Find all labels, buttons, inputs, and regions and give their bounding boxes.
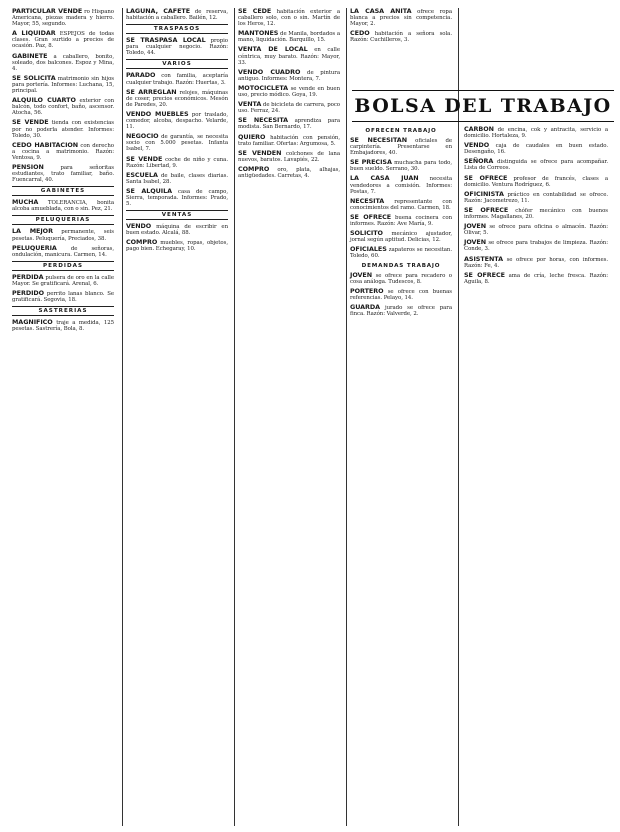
classified-ad: OFICINISTA práctico en contabilidad se ofrece. Razón: Jacometrezo, 11. — [464, 189, 608, 204]
classified-ad: COMPRO muebles, ropas, objetos, pago bien. Echegaray, 10. — [126, 238, 229, 253]
section-heading: SASTRERIAS — [12, 306, 114, 316]
section-heading: VENTAS — [126, 210, 228, 220]
classified-ad: SE VENDE tienda con existencias por no poderla atender. Informes: Toledo, 30. — [12, 118, 114, 139]
classified-ad: NECESITA representante con conocimientos del ramo. Carmen, 18. — [350, 196, 452, 211]
classified-ad: SEÑORA distinguida se ofrece para acompañar. Lista de Correos. — [464, 157, 608, 172]
bolsa-del-trabajo-banner — [352, 90, 614, 122]
column-rule — [234, 8, 235, 826]
section-heading: PERDIDAS — [12, 261, 114, 271]
classified-ad: SE CEDE habitación exterior a caballero solo, con o sin. Martín de los Heros, 12. — [238, 7, 340, 28]
classified-ad: PERDIDO perrito lanas blanco. Se gratificará. Segovia, 18. — [12, 289, 114, 304]
classified-ad: SE OFRECE chófer mecánico con buenos informes. Magallanes, 20. — [464, 205, 609, 221]
classified-ad: VENTA DE LOCAL en calle céntrica, muy barato. Razón: Mayor, 33. — [238, 45, 340, 66]
classified-ad: JOVEN se ofrece para trabajos de limpieza. Razón: Conde, 3. — [464, 238, 608, 253]
classified-ad: ESCUELA de baile, clases diarias. Santa Isabel, 28. — [126, 170, 228, 185]
classified-ad: MANTONES de Manila, bordados a mano, liquidación. Barquillo, 15. — [238, 29, 340, 44]
classified-ad: LA CASA ANITA ofrece ropa blanca a precios sin competencia. Mayor, 2. — [350, 7, 452, 28]
classified-ad: JOVEN se ofrece para recadero o cosa análoga. Tudescos, 8. — [350, 270, 452, 285]
section-heading: PELUQUERIAS — [12, 215, 114, 225]
classified-ad: VENDO CUADRO de pintura antiguo. Informes: Montera, 7. — [238, 67, 341, 82]
column-1 — [12, 8, 114, 335]
classified-ad: LA MEJOR permanente, seis pesetas. Peluquería, Preciados, 38. — [12, 227, 114, 242]
classified-ad: CEDO habitación a señora sola. Razón: Cuchilleros, 3. — [350, 29, 452, 44]
classified-ad: PERDIDA pulsera de oro en la calle Mayor. Se gratificará. Arenal, 6. — [12, 272, 115, 287]
classified-ad: PARTICULAR VENDE ro Hispano Americana, piezas madera y hierro. Mayor, 55, segundo. — [12, 7, 114, 28]
classified-ad: GUARDA jurado se ofrece para finca. Razón: Valverde, 2. — [350, 302, 452, 317]
column-rule — [458, 8, 459, 826]
column-4-jobs — [350, 126, 452, 320]
classified-ad: SE TRASPASA LOCAL propio para cualquier negocio. Razón: Toledo, 44. — [126, 36, 228, 57]
classified-ad: SE SOLICITA matrimonio sin hijos para portería. Informes: Luchana, 15, principal. — [12, 73, 114, 95]
classified-ad: SE NECESITA aprendiza para modista. San Bernardo, 17. — [238, 116, 341, 131]
classified-ad: ASISTENTA se ofrece por horas, con informes. Razón: Fe, 4. — [464, 254, 608, 269]
classified-ad: OFICIALES zapateros se necesitan. Toledo, 60. — [350, 245, 452, 260]
classified-ad: JOVEN se ofrece para oficina o almacén. Razón: Olivar, 5. — [464, 222, 608, 237]
classified-ad: NEGOCIO de garantía, se necesita socio con 5.000 pesetas. Infanta Isabel, 7. — [126, 132, 228, 153]
classified-ad: COMPRO oro, plata, alhajas, antigüedades. Carretas, 4. — [238, 164, 340, 179]
classified-ad: SE OFRECE buena cocinera con informes. Razón: Ave María, 9. — [350, 212, 452, 228]
classified-ad: VENTA de bicicleta de carrera, poco uso. Ferraz, 24. — [238, 100, 340, 115]
column-5 — [464, 126, 608, 288]
subsection-heading: DEMANDAS TRABAJO — [361, 262, 441, 269]
classified-ad: GABINETE a caballero, bonito, soleado, dos balcones. Espoz y Mina, 4. — [12, 51, 115, 72]
classified-ad: SE ALQUILA casa de campo, Sierra, temporada. Informes: Prado, 5. — [126, 186, 228, 208]
column-3 — [238, 8, 340, 182]
classified-ad: LA CASA JUAN necesita vendedores a comisión. Informes: Postas, 7. — [350, 174, 452, 195]
classified-ad: PORTERO se ofrece con buenas referencias. Pelayo, 14. — [350, 286, 452, 301]
classified-ad: SE VENDE coche de niño y cuna. Razón: Libertad, 9. — [126, 154, 228, 169]
classified-ad: QUIERO habitación con pensión, trato familiar. Ofertas: Argumosa, 5. — [238, 132, 340, 147]
classified-ad: PELUQUERIA de señoras, ondulación, manicura. Carmen, 14. — [12, 243, 114, 258]
classified-ad: LAGUNA, CAFETE de reserva, habitación a caballero. Bailén, 12. — [126, 7, 228, 22]
section-heading: VARIOS — [126, 59, 228, 69]
classified-ad: ALQUILO CUARTO exterior con balcón, todo confort, baño, ascensor. Atocha, 56. — [12, 96, 115, 117]
column-4 — [350, 8, 452, 46]
classified-ad: A LIQUIDAR ESPEJOS de todas clases. Gran surtido a precios de ocasión. Paz, 8. — [12, 29, 114, 50]
classified-ad: PARADO con familia, aceptaría cualquier trabajo. Razón: Huertas, 3. — [126, 71, 228, 86]
classified-ad: VENDO máquina de escribir en buen estado. Alcalá, 88. — [126, 222, 228, 237]
classified-ad: SE ARREGLAN relojes, máquinas de coser, precios económicos. Mesón de Paredes, 20. — [126, 87, 228, 108]
classified-ad: SE OFRECE profesor de francés, clases a domicilio. Ventura Rodríguez, 6. — [464, 173, 609, 188]
classified-ad: CEDO HABITACION con derecho a cocina a matrimonio. Razón: Ventosa, 9. — [12, 140, 115, 161]
column-rule — [346, 8, 347, 826]
classified-ad: SE OFRECE ama de cría, leche fresca. Razón: Aguila, 8. — [464, 270, 608, 285]
section-heading: TRASPASOS — [126, 24, 228, 34]
banner-title: BOLSA DEL TRABAJO — [354, 95, 612, 117]
classified-ad: PENSION para señoritas estudiantes, trato familiar, baño. Fuencarral, 40. — [12, 162, 114, 184]
classified-ad: SE PRECISA muchacha para todo, buen sueldo. Serrano, 30. — [350, 158, 453, 173]
classified-ad: VENDO MUEBLES por traslado, comedor, alcoba, despacho. Velarde, 11. — [126, 109, 228, 131]
classified-page — [10, 8, 610, 826]
col1-ads — [12, 8, 114, 183]
classified-ad: SE VENDEN colchones de lana nuevos, baratos. Lavapiés, 22. — [238, 148, 340, 163]
classified-ad: MAGNIFICO traje a medida, 125 pesetas. Sastrería, Bola, 8. — [12, 318, 114, 333]
classified-ad: CARBON de encina, cok y antracita, servicio a domicilio. Hortaleza, 9. — [464, 125, 608, 140]
classified-ad: MUCHA TOLERANCIA, bonita alcoba amueblada, con o sin. Pez, 21. — [12, 198, 114, 213]
column-rule — [122, 8, 123, 826]
classified-ad: SOLICITO mecánico ajustador, jornal según aptitud. Delicias, 12. — [350, 229, 452, 244]
column-2 — [126, 8, 228, 256]
classified-ad: MOTOCICLETA se vende en buen uso, precio módico. Goya, 19. — [238, 83, 340, 99]
classified-ad: SE NECESITAN oficiales de carpintería. Presentarse en Embajadores, 40. — [350, 136, 453, 157]
subsection-heading: OFRECEN TRABAJO — [365, 128, 437, 134]
section-heading: GABINETES — [12, 186, 114, 196]
classified-ad: VENDO caja de caudales en buen estado. Desengaño, 16. — [464, 141, 608, 156]
